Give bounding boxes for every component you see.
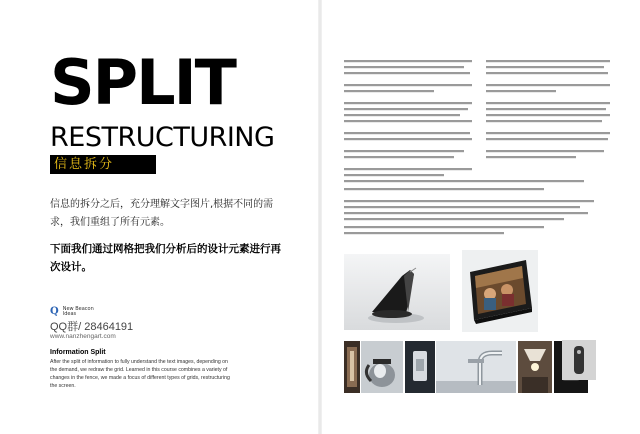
info-body: After the split of information to fully understand the text images, depending on the demand, we redraw the grid. Learned in this course combines a variety of changes in the fence, we made a focus of different types of grids, restructuring the screen. xyxy=(50,359,230,389)
spread-gutter xyxy=(318,0,322,434)
logo-mark: Q xyxy=(50,306,59,317)
headline-restructuring: RESTRUCTURING xyxy=(50,122,275,153)
logo-name xyxy=(63,307,94,317)
photo-portable-tv-screen xyxy=(462,250,538,332)
photo-ceiling-lamp xyxy=(518,341,552,393)
photo-wall-switch xyxy=(405,341,435,393)
body-copy-columns xyxy=(340,60,610,240)
info-title: Information Split xyxy=(50,349,106,356)
photo-portable-tv-dark xyxy=(344,254,450,330)
qq-group: QQ群/ 28464191 xyxy=(50,321,134,333)
website-url: www.nanzhengart.com xyxy=(50,333,116,340)
headline-split: SPLIT xyxy=(50,46,235,119)
column-left-text xyxy=(344,60,472,176)
emphasis-text: 下面我们通过网格把我们分析后的设计元素进行再次设计。 xyxy=(50,243,281,273)
column-right-text xyxy=(486,60,610,158)
wide-paragraph-text xyxy=(344,180,594,234)
intro-text: 信息的拆分之后，充分理解文字图片,根据不同的需求，我们重组了所有元素。 xyxy=(50,199,274,228)
logo-name-line1: New Beacon xyxy=(62,305,94,312)
photo-chrome-kettle xyxy=(361,341,403,393)
brand-logo xyxy=(50,306,94,317)
photo-hallway-interior xyxy=(344,341,360,393)
photo-chrome-faucet xyxy=(436,341,516,393)
photo-remote-control xyxy=(562,340,596,380)
logo-name-line2: Ideas xyxy=(62,310,77,317)
section-tag: 信息拆分 xyxy=(50,155,156,174)
